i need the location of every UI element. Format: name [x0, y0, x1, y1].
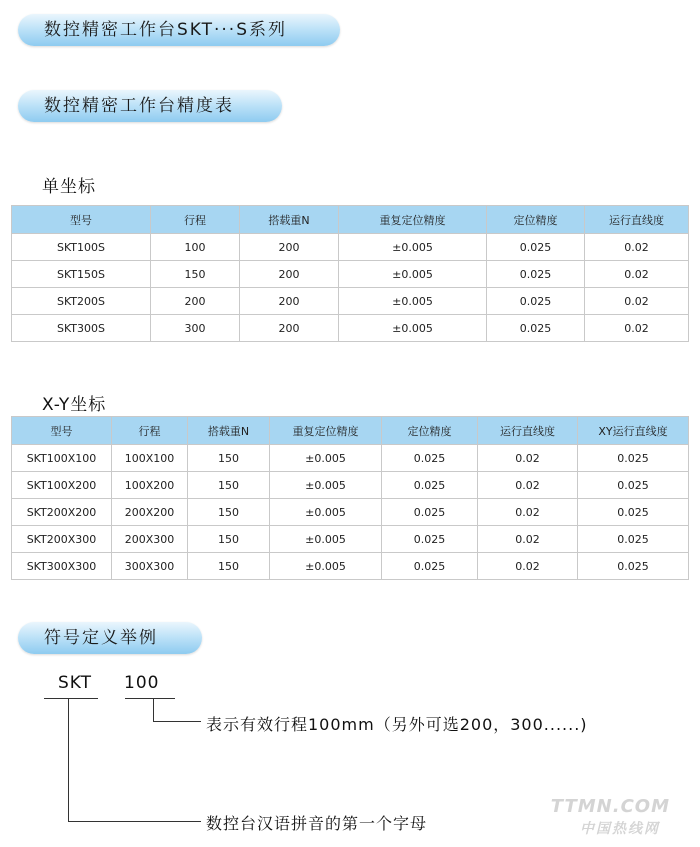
table-cell: ±0.005	[339, 261, 487, 288]
series-title: 数控精密工作台SKT···S系列	[44, 20, 288, 40]
table-cell: 100	[151, 234, 240, 261]
table-cell: 100X200	[112, 472, 188, 499]
leader-prefix-horizontal	[68, 821, 201, 822]
table-row	[12, 288, 689, 315]
table-cell: 200	[240, 261, 339, 288]
table-cell: 200X200	[112, 499, 188, 526]
table-row	[12, 553, 689, 580]
table-cell: SKT300X300	[12, 553, 112, 580]
table-cell: 150	[151, 261, 240, 288]
table-cell: 150	[188, 472, 270, 499]
watermark-line1: TTMN.COM	[550, 796, 670, 817]
table-cell: ±0.005	[270, 499, 382, 526]
accuracy-title: 数控精密工作台精度表	[44, 96, 234, 116]
table-cell: 150	[188, 499, 270, 526]
table-cell: 0.025	[578, 526, 689, 553]
table-cell: 150	[188, 526, 270, 553]
table-row	[12, 526, 689, 553]
table-cell: 200	[151, 288, 240, 315]
symbol-title-pill	[18, 622, 202, 654]
column-header: XY运行直线度	[578, 417, 689, 445]
stroke-description: 表示有效行程100mm（另外可选200，300......)	[206, 715, 588, 734]
column-header: 行程	[151, 206, 240, 234]
table-cell: SKT200X200	[12, 499, 112, 526]
accuracy-title-pill	[18, 90, 282, 122]
table-cell: 0.025	[578, 472, 689, 499]
underline-prefix	[44, 698, 98, 699]
table-cell: 0.02	[478, 445, 578, 472]
column-header: 定位精度	[382, 417, 478, 445]
table-cell: 200X300	[112, 526, 188, 553]
table-cell: 200	[240, 288, 339, 315]
table-cell: 150	[188, 445, 270, 472]
xy-axis-label: X-Y坐标	[42, 395, 107, 415]
table-cell: SKT150S	[12, 261, 151, 288]
column-header: 型号	[12, 417, 112, 445]
table-cell: 300X300	[112, 553, 188, 580]
table-cell: 0.02	[478, 553, 578, 580]
table-cell: SKT100S	[12, 234, 151, 261]
table-cell: ±0.005	[270, 472, 382, 499]
table-row	[12, 472, 689, 499]
single-axis-label: 单坐标	[42, 177, 96, 197]
code-prefix: SKT	[58, 673, 93, 693]
table-cell: 0.025	[487, 261, 585, 288]
table-cell: SKT100X100	[12, 445, 112, 472]
table-cell: ±0.005	[270, 526, 382, 553]
table-cell: 0.025	[487, 234, 585, 261]
table-cell: 0.025	[578, 445, 689, 472]
table-cell: SKT100X200	[12, 472, 112, 499]
column-header: 运行直线度	[478, 417, 578, 445]
column-header: 重复定位精度	[270, 417, 382, 445]
column-header: 定位精度	[487, 206, 585, 234]
table-header-row	[12, 417, 689, 445]
column-header: 运行直线度	[585, 206, 689, 234]
table-cell: 200	[240, 234, 339, 261]
table-cell: 0.025	[382, 472, 478, 499]
table-cell: 0.025	[487, 315, 585, 342]
table-cell: SKT200X300	[12, 526, 112, 553]
prefix-description: 数控台汉语拼音的第一个字母	[206, 814, 428, 833]
table-cell: 200	[240, 315, 339, 342]
table-cell: 0.025	[578, 499, 689, 526]
table-cell: 0.025	[382, 526, 478, 553]
leader-stroke-horizontal	[153, 721, 201, 722]
table-cell: 0.02	[585, 261, 689, 288]
table-cell: ±0.005	[270, 553, 382, 580]
column-header: 行程	[112, 417, 188, 445]
watermark-line2: 中国热线网	[580, 821, 660, 837]
table-cell: 0.025	[382, 445, 478, 472]
column-header: 型号	[12, 206, 151, 234]
table-cell: 0.025	[382, 499, 478, 526]
column-header: 搭载重N	[240, 206, 339, 234]
underline-stroke	[125, 698, 175, 699]
table-cell: 150	[188, 553, 270, 580]
column-header: 搭载重N	[188, 417, 270, 445]
column-header: 重复定位精度	[339, 206, 487, 234]
table-cell: 100X100	[112, 445, 188, 472]
table-row	[12, 315, 689, 342]
table-row	[12, 445, 689, 472]
table-cell: 0.02	[478, 472, 578, 499]
xy-axis-table	[11, 416, 689, 580]
leader-stroke-vertical	[153, 698, 154, 722]
table-cell: 0.02	[585, 288, 689, 315]
table-cell: 0.02	[585, 234, 689, 261]
symbol-title: 符号定义举例	[44, 628, 158, 648]
table-cell: ±0.005	[339, 315, 487, 342]
table-cell: 0.02	[478, 499, 578, 526]
table-cell: 0.025	[578, 553, 689, 580]
table-cell: ±0.005	[339, 234, 487, 261]
table-cell: ±0.005	[339, 288, 487, 315]
single-axis-table	[11, 205, 689, 342]
series-title-pill	[18, 14, 340, 46]
table-cell: 300	[151, 315, 240, 342]
table-cell: ±0.005	[270, 445, 382, 472]
leader-prefix-vertical	[68, 698, 69, 822]
table-cell: 0.025	[487, 288, 585, 315]
table-cell: 0.02	[585, 315, 689, 342]
table-cell: SKT200S	[12, 288, 151, 315]
table-cell: 0.025	[382, 553, 478, 580]
table-row	[12, 234, 689, 261]
table-cell: 0.02	[478, 526, 578, 553]
table-row	[12, 261, 689, 288]
table-cell: SKT300S	[12, 315, 151, 342]
code-stroke: 100	[124, 673, 160, 693]
table-header-row	[12, 206, 689, 234]
table-row	[12, 499, 689, 526]
